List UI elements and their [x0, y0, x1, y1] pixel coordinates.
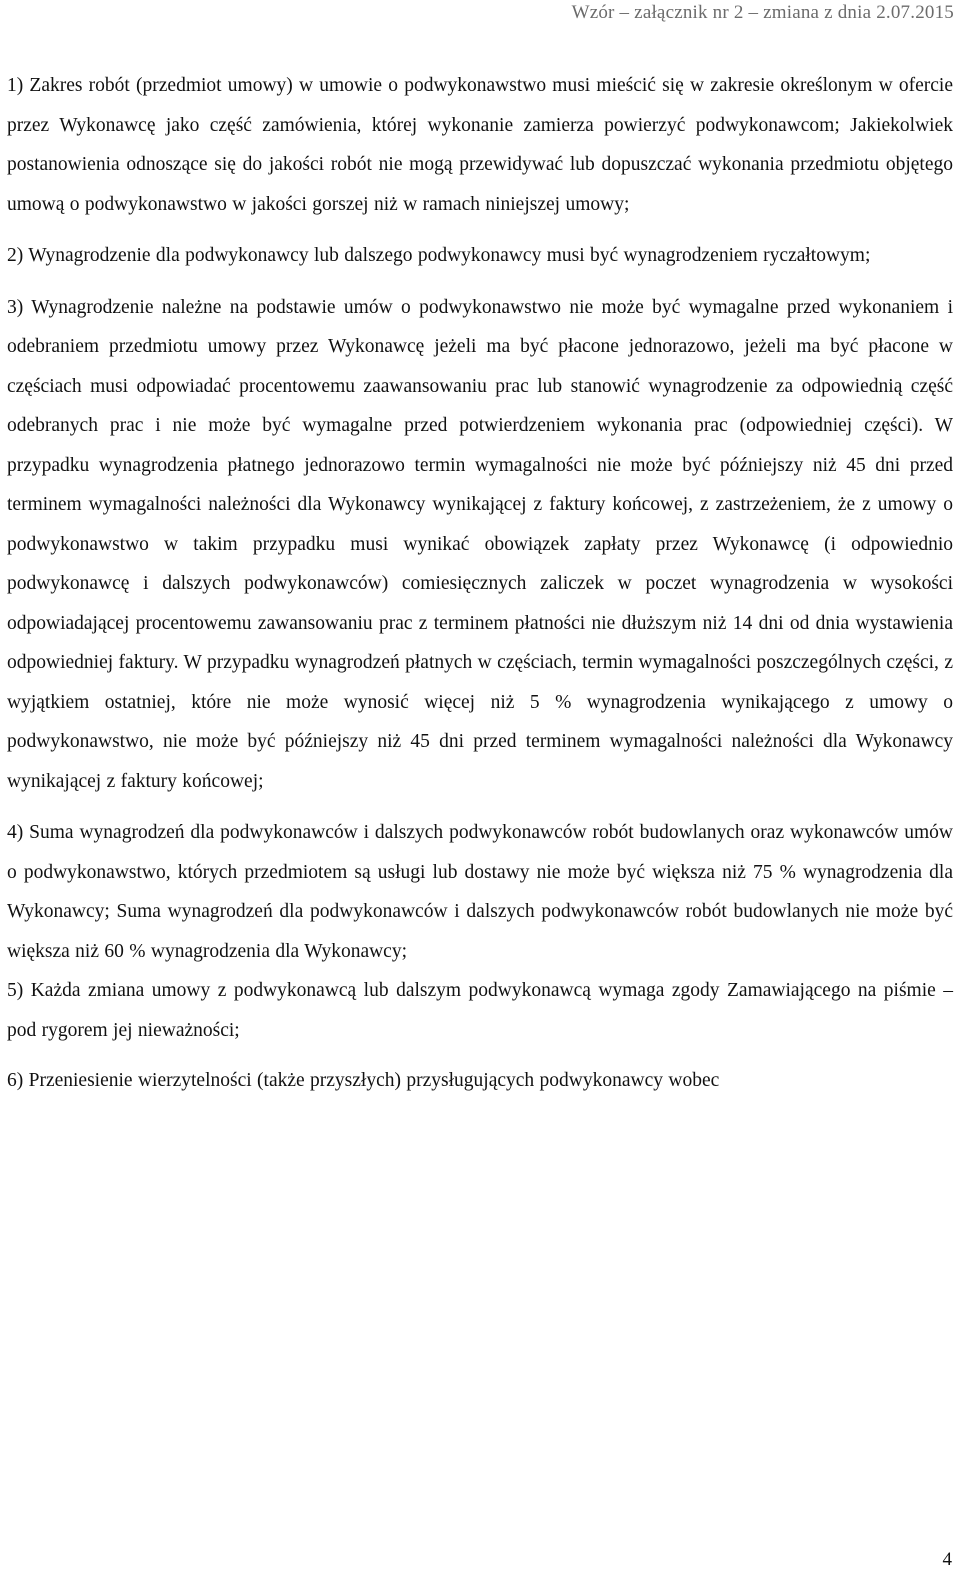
- page-number: 4: [942, 1549, 952, 1570]
- document-body: [7, 66, 953, 1101]
- paragraph-4: 4) Suma wynagrodzeń dla podwykonawców i dalszych podwykonawców robót budowlanych oraz wykonawców umów o podwykonawstwo, których przedmiotem są usługi lub dostawy nie może być większa niż 75 % wynagrodzenia dla Wykonawcy; Suma wynagrodzeń dla podwykonawców i dalszych podwykonawców robót budowlanych nie może być większa niż 60 % wynagrodzenia dla Wykonawcy;: [7, 822, 953, 962]
- paragraph-5: 5) Każda zmiana umowy z podwykonawcą lub dalszym podwykonawcą wymaga zgody Zamawiającego na piśmie – pod rygorem jej nieważności;: [7, 980, 953, 1041]
- paragraph-6: 6) Przeniesienie wierzytelności (także przyszłych) przysługujących podwykonawcy wobec: [7, 1070, 720, 1091]
- paragraph-2: 2) Wynagrodzenie dla podwykonawcy lub dalszego podwykonawcy musi być wynagrodzeniem ryczałtowym;: [7, 245, 871, 266]
- paragraph-1: 1) Zakres robót (przedmiot umowy) w umowie o podwykonawstwo musi mieścić się w zakresie określonym w ofercie przez Wykonawcę jako część zamówienia, której wykonanie zamierza powierzyć podwykonawcom; Jakiekolwiek postanowienia odnoszące się do jakości robót nie mogą przewidywać lub dopuszczać wykonania przedmiotu objętego umową o podwykonawstwo w jakości gorszej niż w ramach niniejszej umowy;: [7, 75, 953, 215]
- document-header: Wzór – załącznik nr 2 – zmiana z dnia 2.07.2015: [571, 2, 954, 23]
- paragraph-3: 3) Wynagrodzenie należne na podstawie umów o podwykonawstwo nie może być wymagalne przed wykonaniem i odebraniem przedmiotu umowy przez Wykonawcę jeżeli ma być płacone jednorazowo, jeżeli ma być płacone w częściach musi odpowiadać procentowemu zaawansowaniu prac lub stanowić wynagrodzenie za odpowiednią część odebranych prac i nie może być wymagalne przed potwierdzeniem wykonania prac (odpowiedniej części). W przypadku wynagrodzenia płatnego jednorazowo termin wymagalności nie może być późniejszy niż 45 dni przed terminem wymagalności należności dla Wykonawcy wynikającej z faktury końcowej, z zastrzeżeniem, że z umowy o podwykonawstwo w takim przypadku musi wynikać obowiązek zapłaty przez Wykonawcę (i odpowiednio podwykonawcę i dalszych podwykonawców) comiesięcznych zaliczek w poczet wynagrodzenia w wysokości odpowiadającej procentowemu zawansowaniu prac z terminem płatności nie dłuższym niż 14 dni od dnia wystawienia odpowiedniej faktury. W przypadku wynagrodzeń płatnych w częściach, termin wymagalności poszczególnych części, z wyjątkiem ostatniej, które nie może wynosić więcej niż 5 % wynagrodzenia wynikającego z umowy o podwykonawstwo, nie może być późniejszy niż 45 dni przed terminem wymagalności należności dla Wykonawcy wynikającej z faktury końcowej;: [7, 296, 953, 792]
